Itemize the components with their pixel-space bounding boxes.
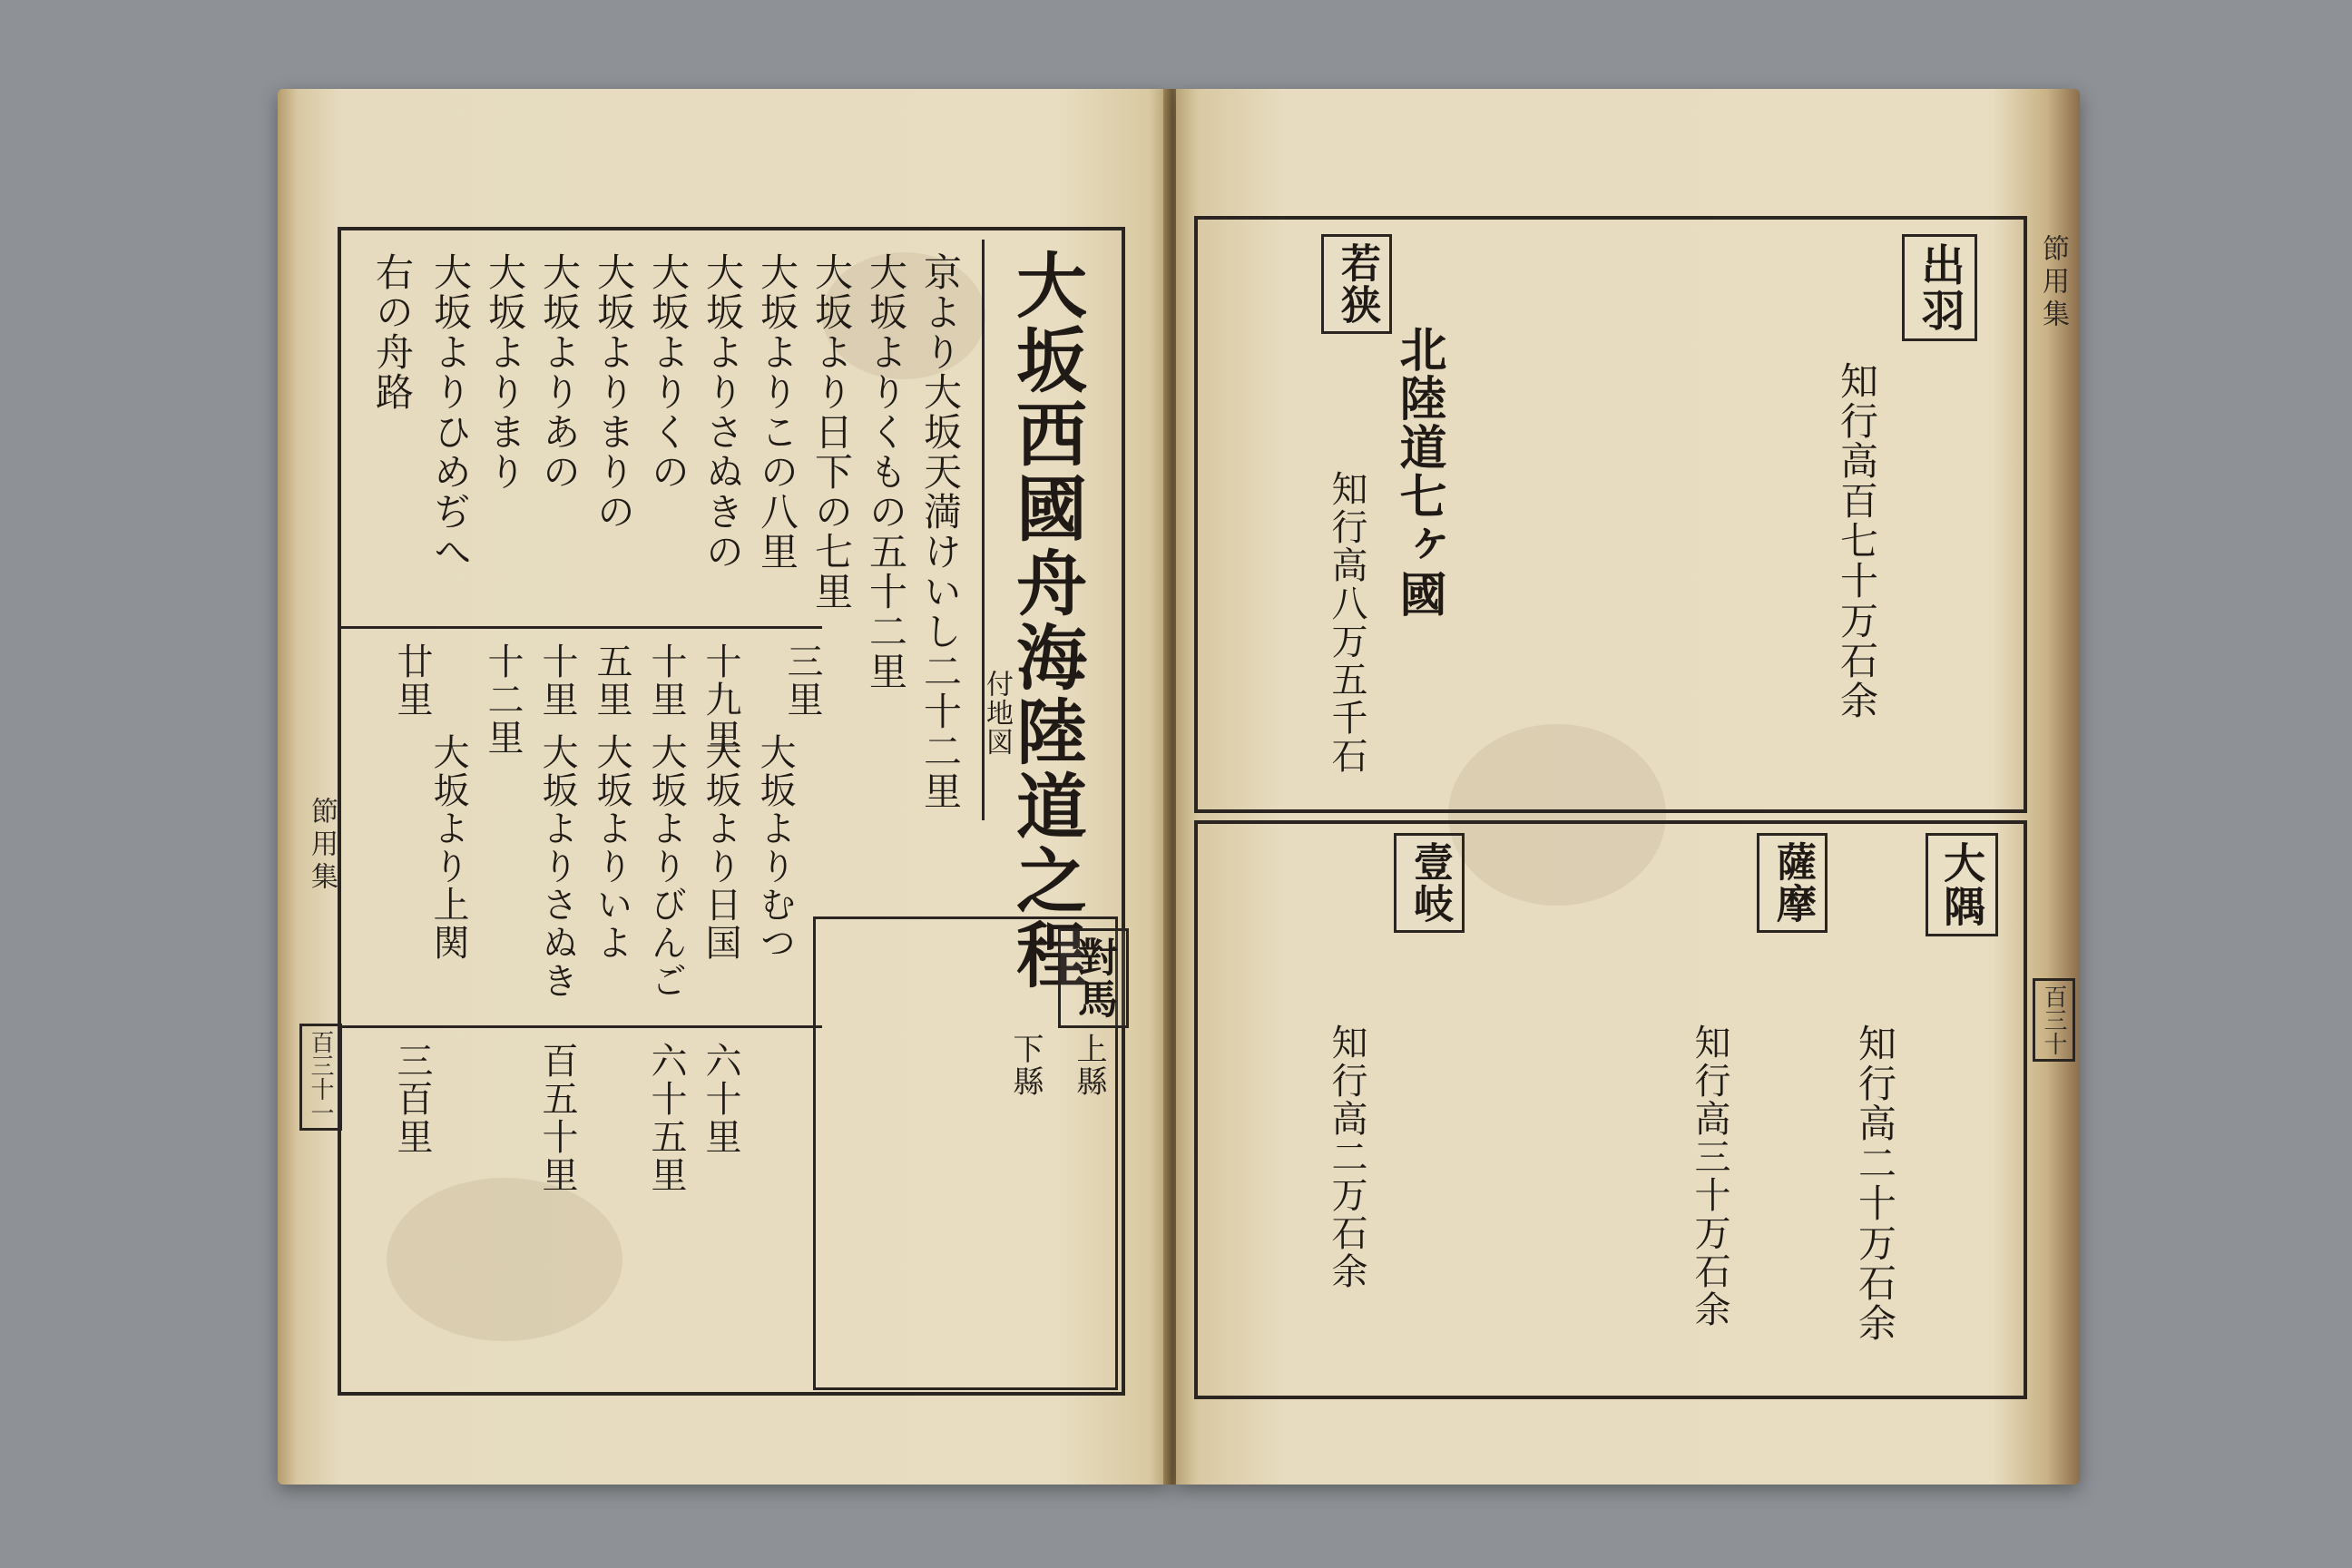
distance-text: 三百里 [391, 1042, 433, 1156]
distance-text: 十九里 [700, 642, 741, 757]
route-text: 大坂よりまりの [592, 252, 636, 532]
left-title: 大坂西國舟海陸道之程 [1004, 249, 1087, 993]
route-text: 大坂よりこの八里 [755, 252, 799, 572]
route-text: 大坂よりいよ [591, 733, 632, 962]
route-text: 大坂よりびんご [645, 733, 687, 1000]
route-text: 大坂よりくもの五十二里 [864, 252, 908, 691]
right-page [1176, 89, 2080, 1485]
distance-text: 六十里 [700, 1042, 741, 1156]
route-text: 大坂よりあの [537, 252, 582, 492]
distance-text: 廿里 [391, 642, 433, 719]
osumi-header: 大隅 [1926, 833, 1998, 936]
left-page [278, 89, 1169, 1485]
distance-text: 五里 [591, 642, 632, 719]
right-sidebar-title: 節用集 [2037, 234, 2069, 332]
open-book [278, 89, 2080, 1485]
right-folio: 百三十 [2033, 978, 2075, 1062]
route-text: 大坂よりさぬきの [701, 252, 745, 572]
distance-text: 十里 [645, 642, 687, 719]
satsuma-header: 薩摩 [1757, 833, 1828, 933]
tsushima-sub: 下縣 [1007, 1033, 1044, 1098]
route-text: 大坂よりむつ [754, 733, 796, 962]
left-folio: 百三十一 [299, 1024, 342, 1131]
distance-text: 六十五里 [645, 1042, 687, 1194]
distance-text: 百五十里 [536, 1042, 578, 1194]
distance-text: 十里 [536, 642, 578, 719]
tsushima-header: 對馬 [1058, 928, 1129, 1028]
tsushima-label: 上縣 [1071, 1033, 1107, 1098]
iki-header: 壹岐 [1394, 833, 1465, 933]
dewa-header: 出羽 [1902, 234, 1977, 341]
right-bottom-frame [1194, 820, 2027, 1399]
route-text: 大坂よりまり [483, 252, 527, 492]
route-text: 右の舟路 [370, 252, 415, 412]
dewa-line: 知行高百七十万石余 [1835, 361, 1879, 720]
distance-text: 十二里 [482, 642, 524, 757]
osumi-line: 知行高二十万石余 [1853, 1024, 1897, 1343]
satsuma-line: 知行高三十万石余 [1689, 1024, 1730, 1328]
route-text: 大坂よりさぬき [536, 733, 578, 1000]
route-text: 大坂より上関 [427, 733, 469, 962]
north-header: 北陸道七ヶ國 [1391, 325, 1446, 619]
route-text: 京より大坂天満けいし二十二里 [918, 252, 963, 811]
left-title-side: 付地図 [981, 670, 1013, 757]
route-text: 大坂より日国 [700, 733, 741, 962]
distance-text: 三里 [781, 642, 823, 719]
iki-line: 知行高二万石余 [1326, 1024, 1367, 1290]
route-text: 大坂より日下の七里 [809, 252, 854, 612]
wakasa-header: 若狭 [1321, 234, 1392, 334]
route-text: 大坂よりひめぢへ [428, 252, 473, 572]
route-text: 大坂よりくの [646, 252, 691, 492]
left-sidebar-title: 節用集 [306, 797, 338, 895]
wakasa-line: 知行高八万五千石 [1326, 470, 1367, 775]
